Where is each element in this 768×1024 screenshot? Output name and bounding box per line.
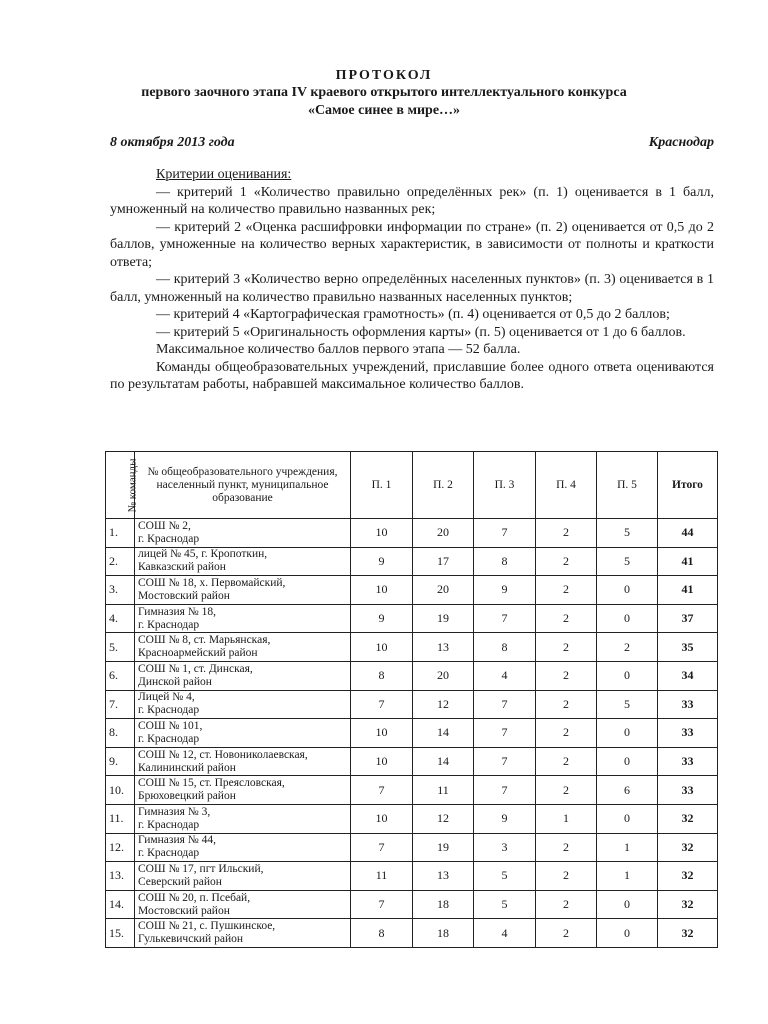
score-p5: 5 [597, 690, 658, 719]
score-total: 35 [658, 633, 718, 662]
score-total: 33 [658, 776, 718, 805]
score-p5: 5 [597, 547, 658, 576]
header-p4: П. 4 [536, 452, 597, 519]
score-p1: 8 [351, 661, 413, 690]
row-number: 9. [106, 747, 135, 776]
school-name: СОШ № 21, с. Пушкинское, Гулькевичский район [135, 919, 351, 948]
school-name: СОШ № 12, ст. Новониколаевская, Калининский район [135, 747, 351, 776]
score-p4: 2 [536, 604, 597, 633]
score-p1: 7 [351, 890, 413, 919]
score-p4: 1 [536, 804, 597, 833]
criterion-2: — критерий 2 «Оценка расшифровки информации по стране» (п. 2) оценивается от 0,5 до 2 баллов, умноженные на количество верных характеристик, в зависимости от полноты и краткости ответа; [110, 219, 714, 270]
school-name: лицей № 45, г. Кропоткин, Кавказский район [135, 547, 351, 576]
score-p2: 20 [413, 576, 474, 605]
score-p3: 7 [474, 776, 536, 805]
table-row [106, 919, 718, 948]
score-p3: 9 [474, 576, 536, 605]
score-p4: 2 [536, 661, 597, 690]
score-p2: 12 [413, 690, 474, 719]
row-number: 10. [106, 776, 135, 805]
score-p5: 1 [597, 862, 658, 891]
score-p4: 2 [536, 890, 597, 919]
school-name: СОШ № 2, г. Краснодар [135, 519, 351, 548]
score-p2: 17 [413, 547, 474, 576]
score-p1: 10 [351, 804, 413, 833]
score-p4: 2 [536, 719, 597, 748]
score-p2: 18 [413, 890, 474, 919]
score-total: 32 [658, 804, 718, 833]
school-name: Гимназия № 44, г. Краснодар [135, 833, 351, 862]
score-p5: 1 [597, 833, 658, 862]
row-number: 11. [106, 804, 135, 833]
results-table [105, 451, 718, 948]
score-p5: 5 [597, 519, 658, 548]
score-p4: 2 [536, 633, 597, 662]
score-p3: 7 [474, 719, 536, 748]
score-p5: 0 [597, 804, 658, 833]
score-p2: 19 [413, 604, 474, 633]
score-p5: 0 [597, 747, 658, 776]
score-total: 32 [658, 919, 718, 948]
table-row [106, 604, 718, 633]
score-p5: 0 [597, 604, 658, 633]
score-p4: 2 [536, 690, 597, 719]
score-p4: 2 [536, 519, 597, 548]
score-p1: 10 [351, 719, 413, 748]
row-number: 15. [106, 919, 135, 948]
criterion-3: — критерий 3 «Количество верно определённых населенных пунктов» (п. 3) оценивается в 1 балл, умноженный на количество правильно названных населенных пунктов; [110, 272, 714, 305]
score-p2: 20 [413, 661, 474, 690]
score-p3: 7 [474, 604, 536, 633]
table-row [106, 833, 718, 862]
criteria-section [110, 166, 714, 394]
row-number: 13. [106, 862, 135, 891]
score-p3: 4 [474, 661, 536, 690]
header-team-number: № команды [106, 452, 135, 519]
header-school: № общеобразовательного учреждения, населенный пункт, муниципальное образование [135, 452, 351, 519]
row-number: 6. [106, 661, 135, 690]
score-p1: 10 [351, 747, 413, 776]
contest-name: «Самое синее в мире…» [307, 103, 461, 118]
table-row [106, 547, 718, 576]
school-name: СОШ № 15, ст. Преясловская, Брюховецкий район [135, 776, 351, 805]
max-score-note: Максимальное количество баллов первого этапа — 52 балла. [156, 342, 521, 357]
table-row [106, 776, 718, 805]
score-p3: 9 [474, 804, 536, 833]
school-name: СОШ № 20, п. Псебай, Мостовский район [135, 890, 351, 919]
score-p4: 2 [536, 547, 597, 576]
score-p2: 13 [413, 862, 474, 891]
criterion-1: — критерий 1 «Количество правильно определённых рек» (п. 1) оценивается в 1 балл, умноженный на количество правильно названных рек; [110, 184, 714, 217]
score-p3: 7 [474, 747, 536, 776]
score-total: 41 [658, 547, 718, 576]
score-p1: 7 [351, 833, 413, 862]
table-row [106, 633, 718, 662]
score-p5: 0 [597, 719, 658, 748]
score-p2: 14 [413, 719, 474, 748]
document-city: Краснодар [648, 135, 714, 150]
score-total: 32 [658, 890, 718, 919]
table-row [106, 747, 718, 776]
table-row [106, 519, 718, 548]
score-p3: 3 [474, 833, 536, 862]
header-p3: П. 3 [474, 452, 536, 519]
score-total: 44 [658, 519, 718, 548]
score-p2: 14 [413, 747, 474, 776]
score-p4: 2 [536, 862, 597, 891]
table-row [106, 661, 718, 690]
table-row [106, 890, 718, 919]
row-number: 14. [106, 890, 135, 919]
school-name: СОШ № 17, пгт Ильский, Северский район [135, 862, 351, 891]
row-number: 3. [106, 576, 135, 605]
score-p4: 2 [536, 833, 597, 862]
criterion-4: — критерий 4 «Картографическая грамотность» (п. 4) оценивается от 0,5 до 2 баллов; [156, 307, 670, 322]
score-p4: 2 [536, 919, 597, 948]
school-name: Гимназия № 18, г. Краснодар [135, 604, 351, 633]
score-p4: 2 [536, 747, 597, 776]
score-p1: 10 [351, 576, 413, 605]
score-total: 32 [658, 862, 718, 891]
header-p1: П. 1 [351, 452, 413, 519]
header-p2: П. 2 [413, 452, 474, 519]
multiple-answers-note: Команды общеобразовательных учреждений, приславшие более одного ответа оцениваются по результатам работы, набравшей максимальное количество баллов. [110, 359, 714, 392]
score-total: 34 [658, 661, 718, 690]
score-p4: 2 [536, 576, 597, 605]
score-p1: 11 [351, 862, 413, 891]
score-p2: 13 [413, 633, 474, 662]
header-p5: П. 5 [597, 452, 658, 519]
table-row [106, 576, 718, 605]
dateline [110, 135, 714, 151]
row-number: 12. [106, 833, 135, 862]
school-name: Гимназия № 3, г. Краснодар [135, 804, 351, 833]
row-number: 7. [106, 690, 135, 719]
score-p5: 0 [597, 661, 658, 690]
table-row [106, 690, 718, 719]
score-p1: 9 [351, 604, 413, 633]
table-row [106, 719, 718, 748]
score-p2: 12 [413, 804, 474, 833]
score-p2: 20 [413, 519, 474, 548]
score-total: 33 [658, 747, 718, 776]
row-number: 2. [106, 547, 135, 576]
school-name: СОШ № 8, ст. Марьянская, Красноармейский район [135, 633, 351, 662]
header-total: Итого [658, 452, 718, 519]
document-date: 8 октября 2013 года [110, 135, 235, 150]
score-p5: 0 [597, 890, 658, 919]
row-number: 4. [106, 604, 135, 633]
score-total: 33 [658, 719, 718, 748]
score-p2: 18 [413, 919, 474, 948]
score-p4: 2 [536, 776, 597, 805]
row-number: 1. [106, 519, 135, 548]
document-subtitle: первого заочного этапа IV краевого открытого интеллектуального конкурса [141, 85, 627, 100]
score-p3: 7 [474, 690, 536, 719]
score-p2: 19 [413, 833, 474, 862]
table-row [106, 804, 718, 833]
score-p3: 5 [474, 862, 536, 891]
score-p5: 6 [597, 776, 658, 805]
score-p5: 0 [597, 919, 658, 948]
score-p1: 7 [351, 690, 413, 719]
table-row [106, 862, 718, 891]
table-header-row [106, 452, 718, 519]
score-p1: 10 [351, 519, 413, 548]
criteria-heading: Критерии оценивания: [156, 167, 292, 182]
score-p3: 7 [474, 519, 536, 548]
score-p5: 0 [597, 576, 658, 605]
school-name: Лицей № 4, г. Краснодар [135, 690, 351, 719]
score-p3: 4 [474, 919, 536, 948]
score-p1: 7 [351, 776, 413, 805]
score-p3: 8 [474, 547, 536, 576]
score-p1: 8 [351, 919, 413, 948]
score-p3: 5 [474, 890, 536, 919]
school-name: СОШ № 101, г. Краснодар [135, 719, 351, 748]
score-total: 41 [658, 576, 718, 605]
row-number: 8. [106, 719, 135, 748]
score-total: 32 [658, 833, 718, 862]
school-name: СОШ № 18, х. Первомайский, Мостовский район [135, 576, 351, 605]
school-name: СОШ № 1, ст. Динская, Динской район [135, 661, 351, 690]
row-number: 5. [106, 633, 135, 662]
criterion-5: — критерий 5 «Оригинальность оформления карты» (п. 5) оценивается от 1 до 6 баллов. [156, 324, 686, 340]
score-p1: 9 [351, 547, 413, 576]
score-total: 33 [658, 690, 718, 719]
score-p3: 8 [474, 633, 536, 662]
score-p2: 11 [413, 776, 474, 805]
score-p5: 2 [597, 633, 658, 662]
score-total: 37 [658, 604, 718, 633]
score-p1: 10 [351, 633, 413, 662]
document-title: ПРОТОКОЛ [335, 68, 433, 83]
